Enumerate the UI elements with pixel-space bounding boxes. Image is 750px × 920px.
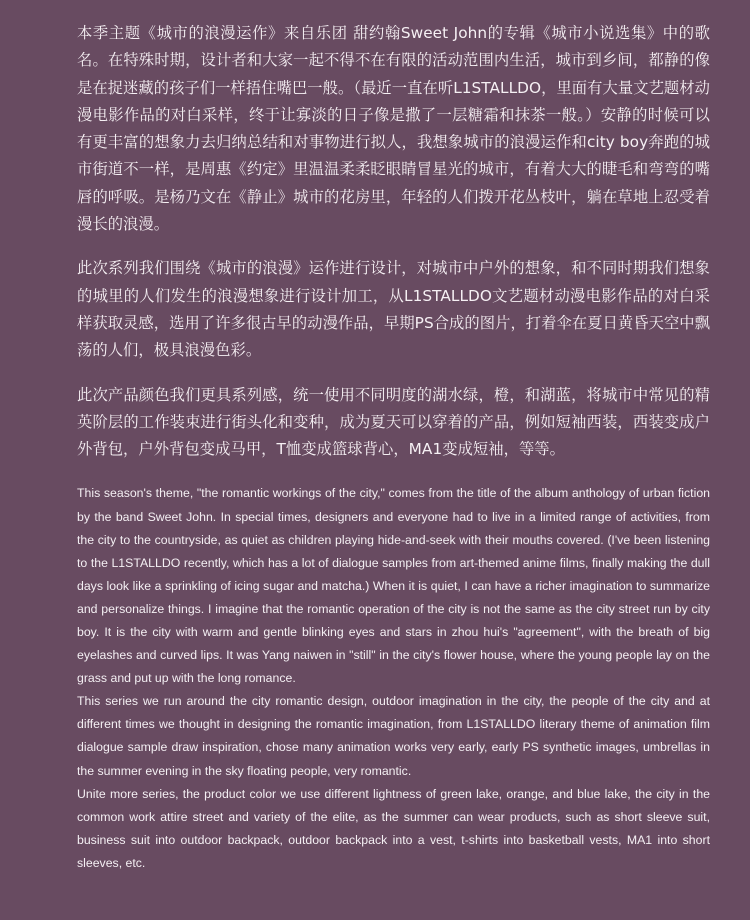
english-paragraph-1: This season's theme, "the romantic workings of the city," comes from the title of the album anthology of urban fiction by the band Sweet John. In special times, designers and everyone had to live in a limited range of activities, from the city to the countryside, as quiet as children playing hide-and-seek with their mouths covered. (I've been listening to the L1STALLDO recently, which has a lot of dialogue samples from art-themed anime films, finally making the dull days look like a sprinkling of icing sugar and matcha.) When it is quiet, I can have a richer imagination to summarize and personalize things. I imagine that the romantic operation of the city is not the same as the city street run by city boy. It is the city with warm and gentle blinking eyes and stars in zhou hui's "agreement", with the breath of big eyelashes and curved lips. It was Yang naiwen in "still" in the city's flower house, where the young people lay on the grass and put up with the long romance. xyxy=(77,486,710,686)
chinese-paragraph-3: 此次产品颜色我们更具系列感，统一使用不同明度的湖水绿，橙，和湖蓝，将城市中常见的精英阶层的工作装束进行街头化和变种，成为夏天可以穿着的产品，例如短袖西装，西装变成户外背包，户外背包变成马甲，T恤变成篮球背心，MA1变成短袖，等等。 xyxy=(77,385,710,459)
chinese-description xyxy=(77,20,710,463)
english-paragraph-2: This series we run around the city romantic design, outdoor imagination in the city, the people of the city and at different times we thought in designing the romantic imagination, from L1STALLDO literary theme of animation film dialogue sample draw inspiration, chose many animation works very early, early PS synthetic images, umbrellas in the summer evening in the sky floating people, very romantic. xyxy=(77,694,710,778)
chinese-paragraph-1: 本季主题《城市的浪漫运作》来自乐团 甜约翰Sweet John的专辑《城市小说选集》中的歌名。在特殊时期，设计者和大家一起不得不在有限的活动范围内生活，城市到乡间，都静的像是在捉迷藏的孩子们一样捂住嘴巴一般。（最近一直在听L1STALLDO，里面有大量文艺题材动漫电影作品的对白采样，终于让寡淡的日子像是撒了一层糖霜和抹茶一般。）安静的时候可以有更丰富的想象力去归纳总结和对事物进行拟人，我想象城市的浪漫运作和city boy奔跑的城市街道不一样，是周惠《约定》里温温柔柔眨眼睛冒星光的城市，有着大大的睫毛和弯弯的嘴唇的呼吸。是杨乃文在《静止》城市的花房里，年轻的人们拨开花丛枝叶，躺在草地上忍受着漫长的浪漫。 xyxy=(77,24,710,234)
english-paragraph-3: Unite more series, the product color we use different lightness of green lake, orange, and blue lake, the city in the common work attire street and variety of the elite, as the summer can wear products, such as short sleeve suit, business suit into outdoor backpack, outdoor backpack into a vest, t-shirts into basketball vests, MA1 into short sleeves, etc. xyxy=(77,786,710,870)
chinese-paragraph-2: 此次系列我们围绕《城市的浪漫》运作进行设计，对城市中户外的想象，和不同时期我们想象的城里的人们发生的浪漫想象进行设计加工，从L1STALLDO文艺题材动漫电影作品的对白采样获取灵感，选用了许多很古早的动漫作品，早期PS合成的图片，打着伞在夏日黄昏天空中飘荡的人们，极具浪漫色彩。 xyxy=(77,259,710,360)
english-description xyxy=(77,482,710,875)
